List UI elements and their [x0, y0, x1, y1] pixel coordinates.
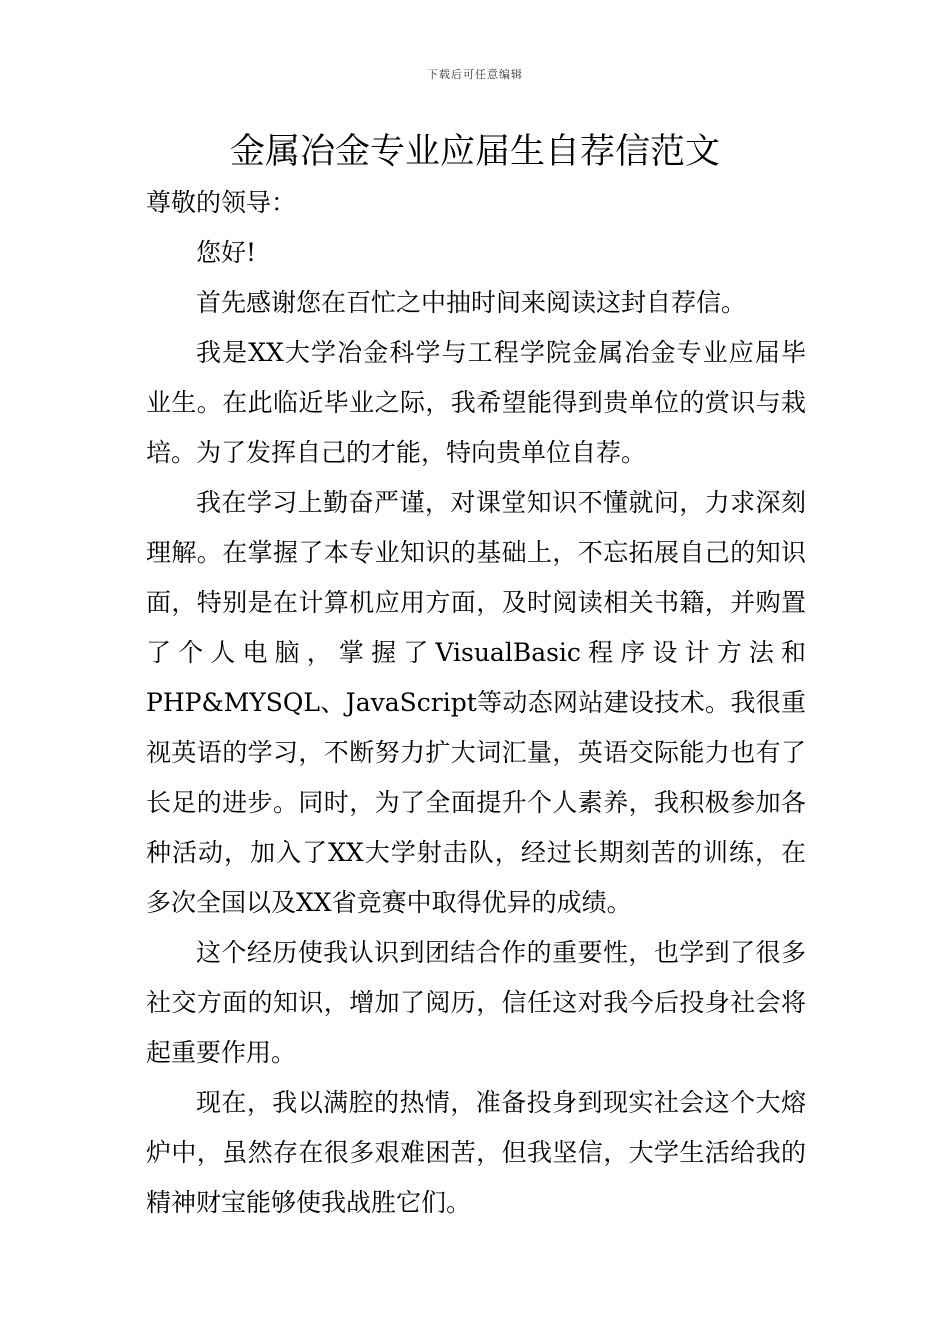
paragraph-greeting: 您好!	[196, 238, 257, 267]
paragraph-closing: 现在，我以满腔的热情，准备投身到现实社会这个大熔炉中，虽然存在很多艰难困苦，但我坚信，大学生活给我的精神财宝能够使我战胜它们。	[146, 1088, 806, 1217]
paragraph-experience: 这个经历使我认识到团结合作的重要性，也学到了很多社交方面的知识，增加了阅历，信任这对我今后投身社会将起重要作用。	[146, 938, 806, 1067]
document-title: 金属冶金专业应届生自荐信范文	[229, 132, 720, 172]
salutation: 尊敬的领导：	[146, 188, 297, 217]
paragraph-thanks: 首先感谢您在百忙之中抽时间来阅读这封自荐信。	[196, 288, 747, 317]
paragraph-introduction: 我是XX大学冶金科学与工程学院金属冶金专业应届毕业生。在此临近毕业之际，我希望能得到贵单位的赏识与栽培。为了发挥自己的才能，特向贵单位自荐。	[146, 338, 806, 467]
header-note: 下载后可任意编辑	[427, 68, 523, 81]
letter-body	[146, 178, 806, 1228]
paragraph-studies: 我在学习上勤奋严谨，对课堂知识不懂就问，力求深刻理解。在掌握了本专业知识的基础上，不忘拓展自己的知识面，特别是在计算机应用方面，及时阅读相关书籍，并购置了个人电脑，掌握了VisualBasic程序设计方法和PHP&MYSQL、JavaScript等动态网站建设技术。我很重视英语的学习，不断努力扩大词汇量，英语交际能力也有了长足的进步。同时，为了全面提升个人素养，我积极参加各种活动，加入了XX大学射击队，经过长期刻苦的训练，在多次全国以及XX省竞赛中取得优异的成绩。	[146, 488, 806, 917]
